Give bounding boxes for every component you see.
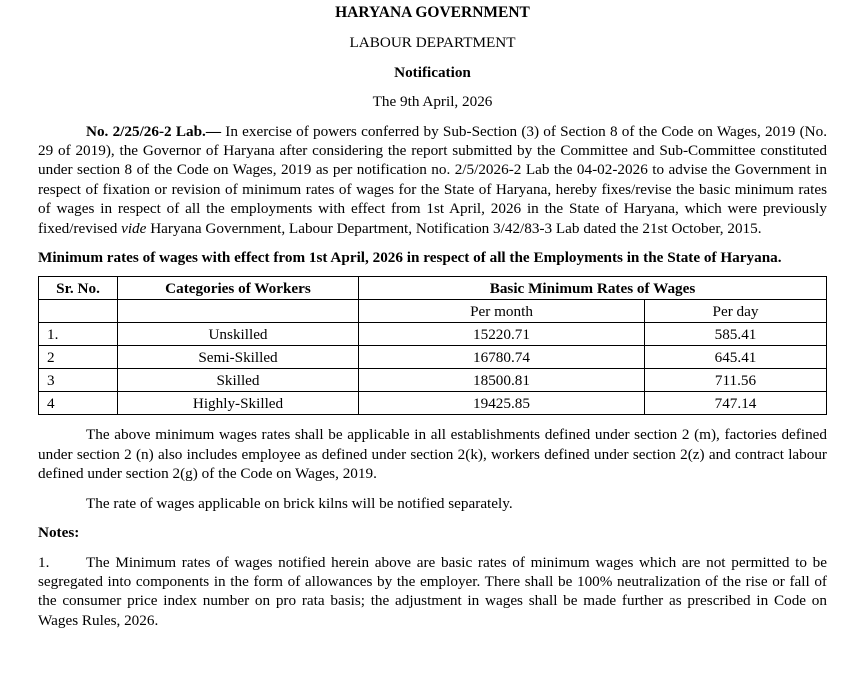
table-heading: Minimum rates of wages with effect from 1st April, 2026 in respect of all the Employments in the State of Haryana.: [38, 249, 782, 267]
note-item: [38, 553, 827, 631]
row-category: Highly-Skilled: [118, 392, 359, 415]
table-subheader-row: [39, 300, 827, 323]
row-sr: 4: [39, 392, 118, 415]
intro-text-part1: In exercise of powers conferred by Sub-Section (3) of Section 8 of the Code on Wages, 2019 (No. 29 of 2019), the Governor of Haryana after considering the report submitted by the Committee and Sub-Committee constituted under section 8 of the Code on Wages, 2019 as per notification no. 2/5/2026-2 Lab the 04-02-2026 to advise the Government in respect of fixation or revision of minimum rates of wages for the State of Haryana, hereby fixes/revise the basic minimum rates of wages in respect of all the employments with effect from 1st April, 2026 in the State of Haryana, which were previously fixed/revised: [38, 122, 827, 237]
subheader-empty-category: [118, 300, 359, 323]
header-rates: Basic Minimum Rates of Wages: [359, 277, 827, 300]
reference-number: No. 2/25/26-2 Lab.—: [86, 122, 222, 140]
row-sr: 3: [39, 369, 118, 392]
intro-text-part2: Haryana Government, Labour Department, Notification 3/42/83-3 Lab dated the 21st October, 2015.: [146, 219, 762, 237]
notes-heading: Notes:: [38, 524, 80, 542]
row-category: Unskilled: [118, 323, 359, 346]
table-row: [39, 323, 827, 346]
government-heading: HARYANA GOVERNMENT: [335, 4, 530, 21]
row-per-month: 16780.74: [359, 346, 645, 369]
intro-paragraph: [38, 122, 827, 238]
header-sr-no: Sr. No.: [39, 277, 118, 300]
row-per-month: 15220.71: [359, 323, 645, 346]
wages-table: [38, 276, 827, 415]
subheader-empty-sr: [39, 300, 118, 323]
notification-page: [0, 3, 852, 688]
row-per-month: 19425.85: [359, 392, 645, 415]
row-sr: 2: [39, 346, 118, 369]
table-row: [39, 346, 827, 369]
table-row: [39, 392, 827, 415]
row-per-day: 645.41: [645, 346, 827, 369]
table-row: [39, 369, 827, 392]
row-per-day: 711.56: [645, 369, 827, 392]
note-number: 1.: [38, 553, 50, 571]
row-per-day: 585.41: [645, 323, 827, 346]
department-heading: LABOUR DEPARTMENT: [349, 34, 516, 52]
row-per-day: 747.14: [645, 392, 827, 415]
applicability-paragraph: The above minimum wages rates shall be applicable in all establishments defined under section 2 (m), factories defined under section 2 (n) also includes employee as defined under section 2(k), workers defined under section 2(z) and contract labour defined under section 2(g) of the Code on Wages, 2019.: [38, 426, 827, 483]
intro-vide: vide: [121, 219, 147, 237]
row-per-month: 18500.81: [359, 369, 645, 392]
row-category: Semi-Skilled: [118, 346, 359, 369]
header-category: Categories of Workers: [118, 277, 359, 300]
brick-kilns-paragraph: The rate of wages applicable on brick kilns will be notified separately.: [86, 494, 513, 512]
note-text: The Minimum rates of wages notified herein above are basic rates of minimum wages which are not permitted to be segregated into components in the form of allowances by the employer. There shall be 100% neutralization of the rise or fall of the consumer price index number on pro rata basis; the adjustment in wages shall be made further as prescribed in Code on Wages Rules, 2026.: [38, 553, 827, 629]
table-header-row: [39, 277, 827, 300]
header-per-month: Per month: [359, 300, 645, 323]
notification-title: Notification: [394, 63, 471, 81]
row-category: Skilled: [118, 369, 359, 392]
header-per-day: Per day: [645, 300, 827, 323]
notification-date: The 9th April, 2026: [372, 93, 493, 111]
row-sr: 1.: [39, 323, 118, 346]
